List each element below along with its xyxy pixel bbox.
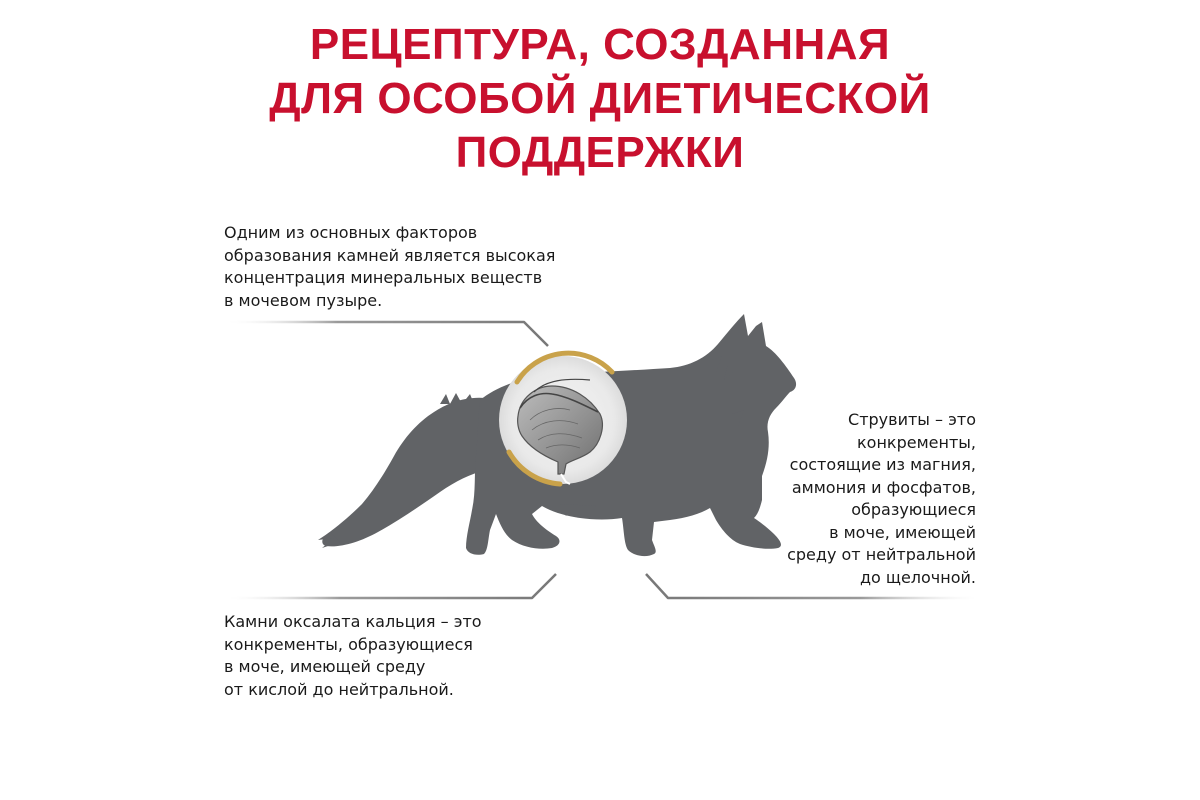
callout-line: аммония и фосфатов,: [791, 477, 976, 497]
title-line-2: ДЛЯ ОСОБОЙ ДИЕТИЧЕСКОЙ: [269, 74, 931, 123]
callout-bottom-left: [224, 611, 482, 701]
callout-line: от кислой до нейтральной.: [224, 679, 454, 699]
callout-line: концентрация минеральных веществ: [224, 268, 543, 287]
callout-line: образования камней является высокая: [224, 245, 556, 265]
callout-line: среду от нейтральной: [787, 545, 976, 564]
callout-line: Струвиты – это: [848, 410, 976, 429]
callout-right: [760, 409, 976, 589]
leader-line-bottom-left: [224, 574, 556, 598]
cat-tail-fluff: [440, 393, 474, 404]
callout-line: в моче, имеющей среду: [224, 657, 426, 676]
cat-tail: [322, 398, 486, 547]
callout-line: образующиеся: [851, 500, 976, 519]
leader-line-top-left: [224, 322, 548, 346]
callout-line: конкременты,: [857, 432, 976, 452]
callout-line: конкременты, образующиеся: [224, 634, 473, 654]
callout-line: в мочевом пузыре.: [224, 290, 383, 310]
callout-line: до щелочной.: [859, 567, 976, 587]
callout-line: Камни оксалата кальция – это: [224, 612, 482, 631]
title-line-3: ПОДДЕРЖКИ: [455, 128, 745, 177]
title-line-1: РЕЦЕПТУРА, СОЗДАННАЯ: [309, 20, 891, 69]
callout-line: Одним из основных факторов: [224, 223, 478, 242]
callout-line: состоящие из магния,: [789, 455, 976, 474]
callout-top-left: [224, 222, 555, 312]
callout-line: в моче, имеющей: [829, 522, 976, 542]
